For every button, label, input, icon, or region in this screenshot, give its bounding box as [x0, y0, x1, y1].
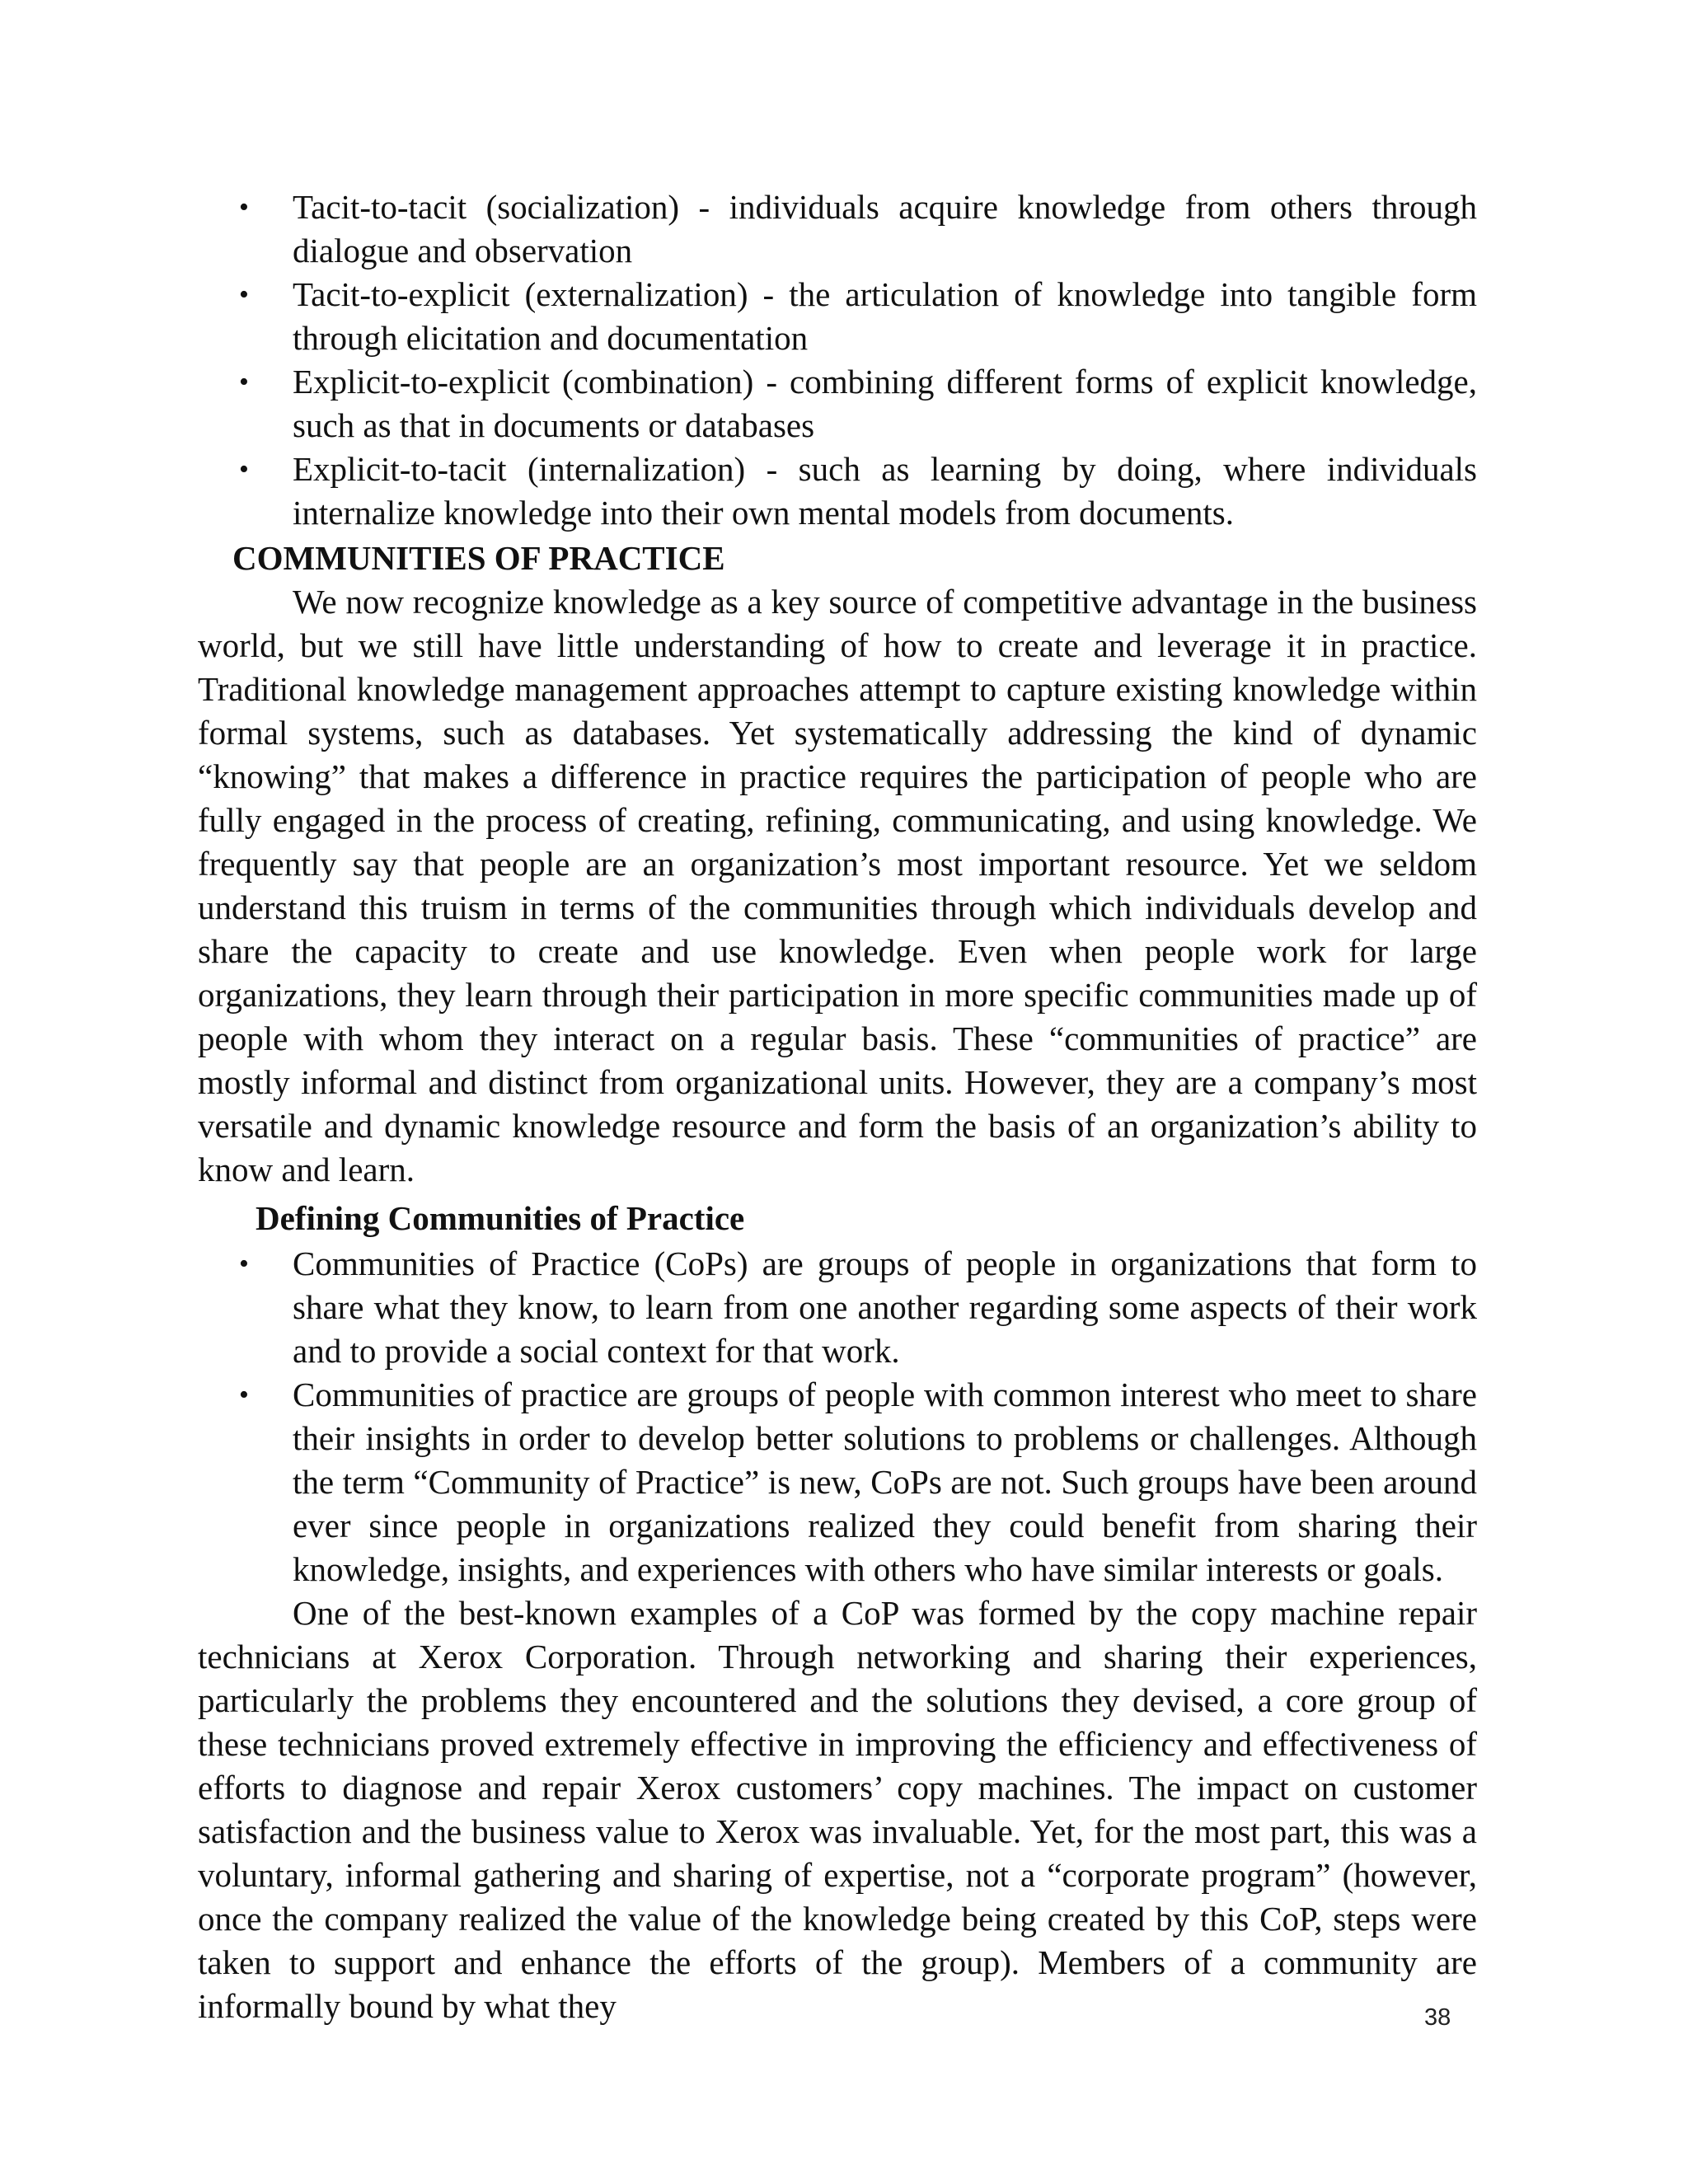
list-item	[198, 1242, 1477, 1373]
list-item-text: Communities of Practice (CoPs) are groups of people in organizations that form to share what they know, to learn from one another regarding some aspects of their work and to provide a social context for that work.	[293, 1244, 1477, 1370]
bullet-icon: •	[239, 367, 249, 397]
list-item-text: Explicit-to-tacit (internalization) - such as learning by doing, where individuals internalize knowledge into their own mental models from documents.	[293, 450, 1477, 532]
section-heading: COMMUNITIES OF PRACTICE	[232, 539, 725, 577]
list-item	[198, 1373, 1477, 1591]
list-item-text: Explicit-to-explicit (combination) - combining different forms of explicit knowledge, such as that in documents or databases	[293, 363, 1477, 444]
knowledge-conversion-list	[198, 185, 1477, 535]
bullet-icon: •	[239, 1380, 249, 1410]
subsection-heading: Defining Communities of Practice	[256, 1199, 745, 1237]
bullet-icon: •	[239, 454, 249, 485]
list-item-text: Tacit-to-explicit (externalization) - the articulation of knowledge into tangible form through elicitation and documentation	[293, 275, 1477, 357]
paragraph-intro: We now recognize knowledge as a key source of competitive advantage in the business world, but we still have little understanding of how to create and leverage it in practice. Traditional knowledge management approaches attempt to capture existing knowledge within formal systems, such as databases. Yet systematically addressing the kind of dynamic “knowing” that makes a difference in practice requires the participation of people who are fully engaged in the process of creating, refining, communicating, and using knowledge. We frequently say that people are an organization’s most important resource. Yet we seldom understand this truism in terms of the communities through which individuals develop and share the capacity to create and use knowledge. Even when people work for large organizations, they learn through their participation in more specific communities made up of people with whom they interact on a regular basis. These “communities of practice” are mostly informal and distinct from organizational units. However, they are a company’s most versatile and dynamic knowledge resource and form the basis of an organization’s ability to know and learn.	[198, 583, 1477, 1188]
list-item	[198, 448, 1477, 535]
list-item-text: Communities of practice are groups of people with common interest who meet to share their insights in order to develop better solutions to problems or challenges. Although the term “Community of Practice” is new, CoPs are not. Such groups have been around ever since people in organizations realized they could benefit from sharing their knowledge, insights, and experiences with others who have similar interests or goals.	[293, 1376, 1477, 1588]
bullet-icon: •	[239, 1249, 249, 1279]
list-item	[198, 185, 1477, 273]
cop-definition-list	[198, 1242, 1477, 1591]
paragraph-xerox-example: One of the best-known examples of a CoP was formed by the copy machine repair technicians at Xerox Corporation. Through networking and sharing their experiences, particularly the problems they encountered and the solutions they devised, a core group of these technicians proved extremely effective in improving the efficiency and effectiveness of efforts to diagnose and repair Xerox customers’ copy machines. The impact on customer satisfaction and the business value to Xerox was invaluable. Yet, for the most part, this was a voluntary, informal gathering and sharing of expertise, not a “corporate program” (however, once the company realized the value of the knowledge being created by this CoP, steps were taken to support and enhance the efforts of the group). Members of a community are informally bound by what they	[198, 1594, 1477, 2025]
list-item	[198, 273, 1477, 360]
page-content	[198, 185, 1477, 2028]
bullet-icon: •	[239, 192, 249, 223]
list-item	[198, 360, 1477, 448]
page-number: 38	[1424, 2004, 1451, 2031]
list-item-text: Tacit-to-tacit (socialization) - individuals acquire knowledge from others through dialogue and observation	[293, 188, 1477, 269]
bullet-icon: •	[239, 279, 249, 310]
